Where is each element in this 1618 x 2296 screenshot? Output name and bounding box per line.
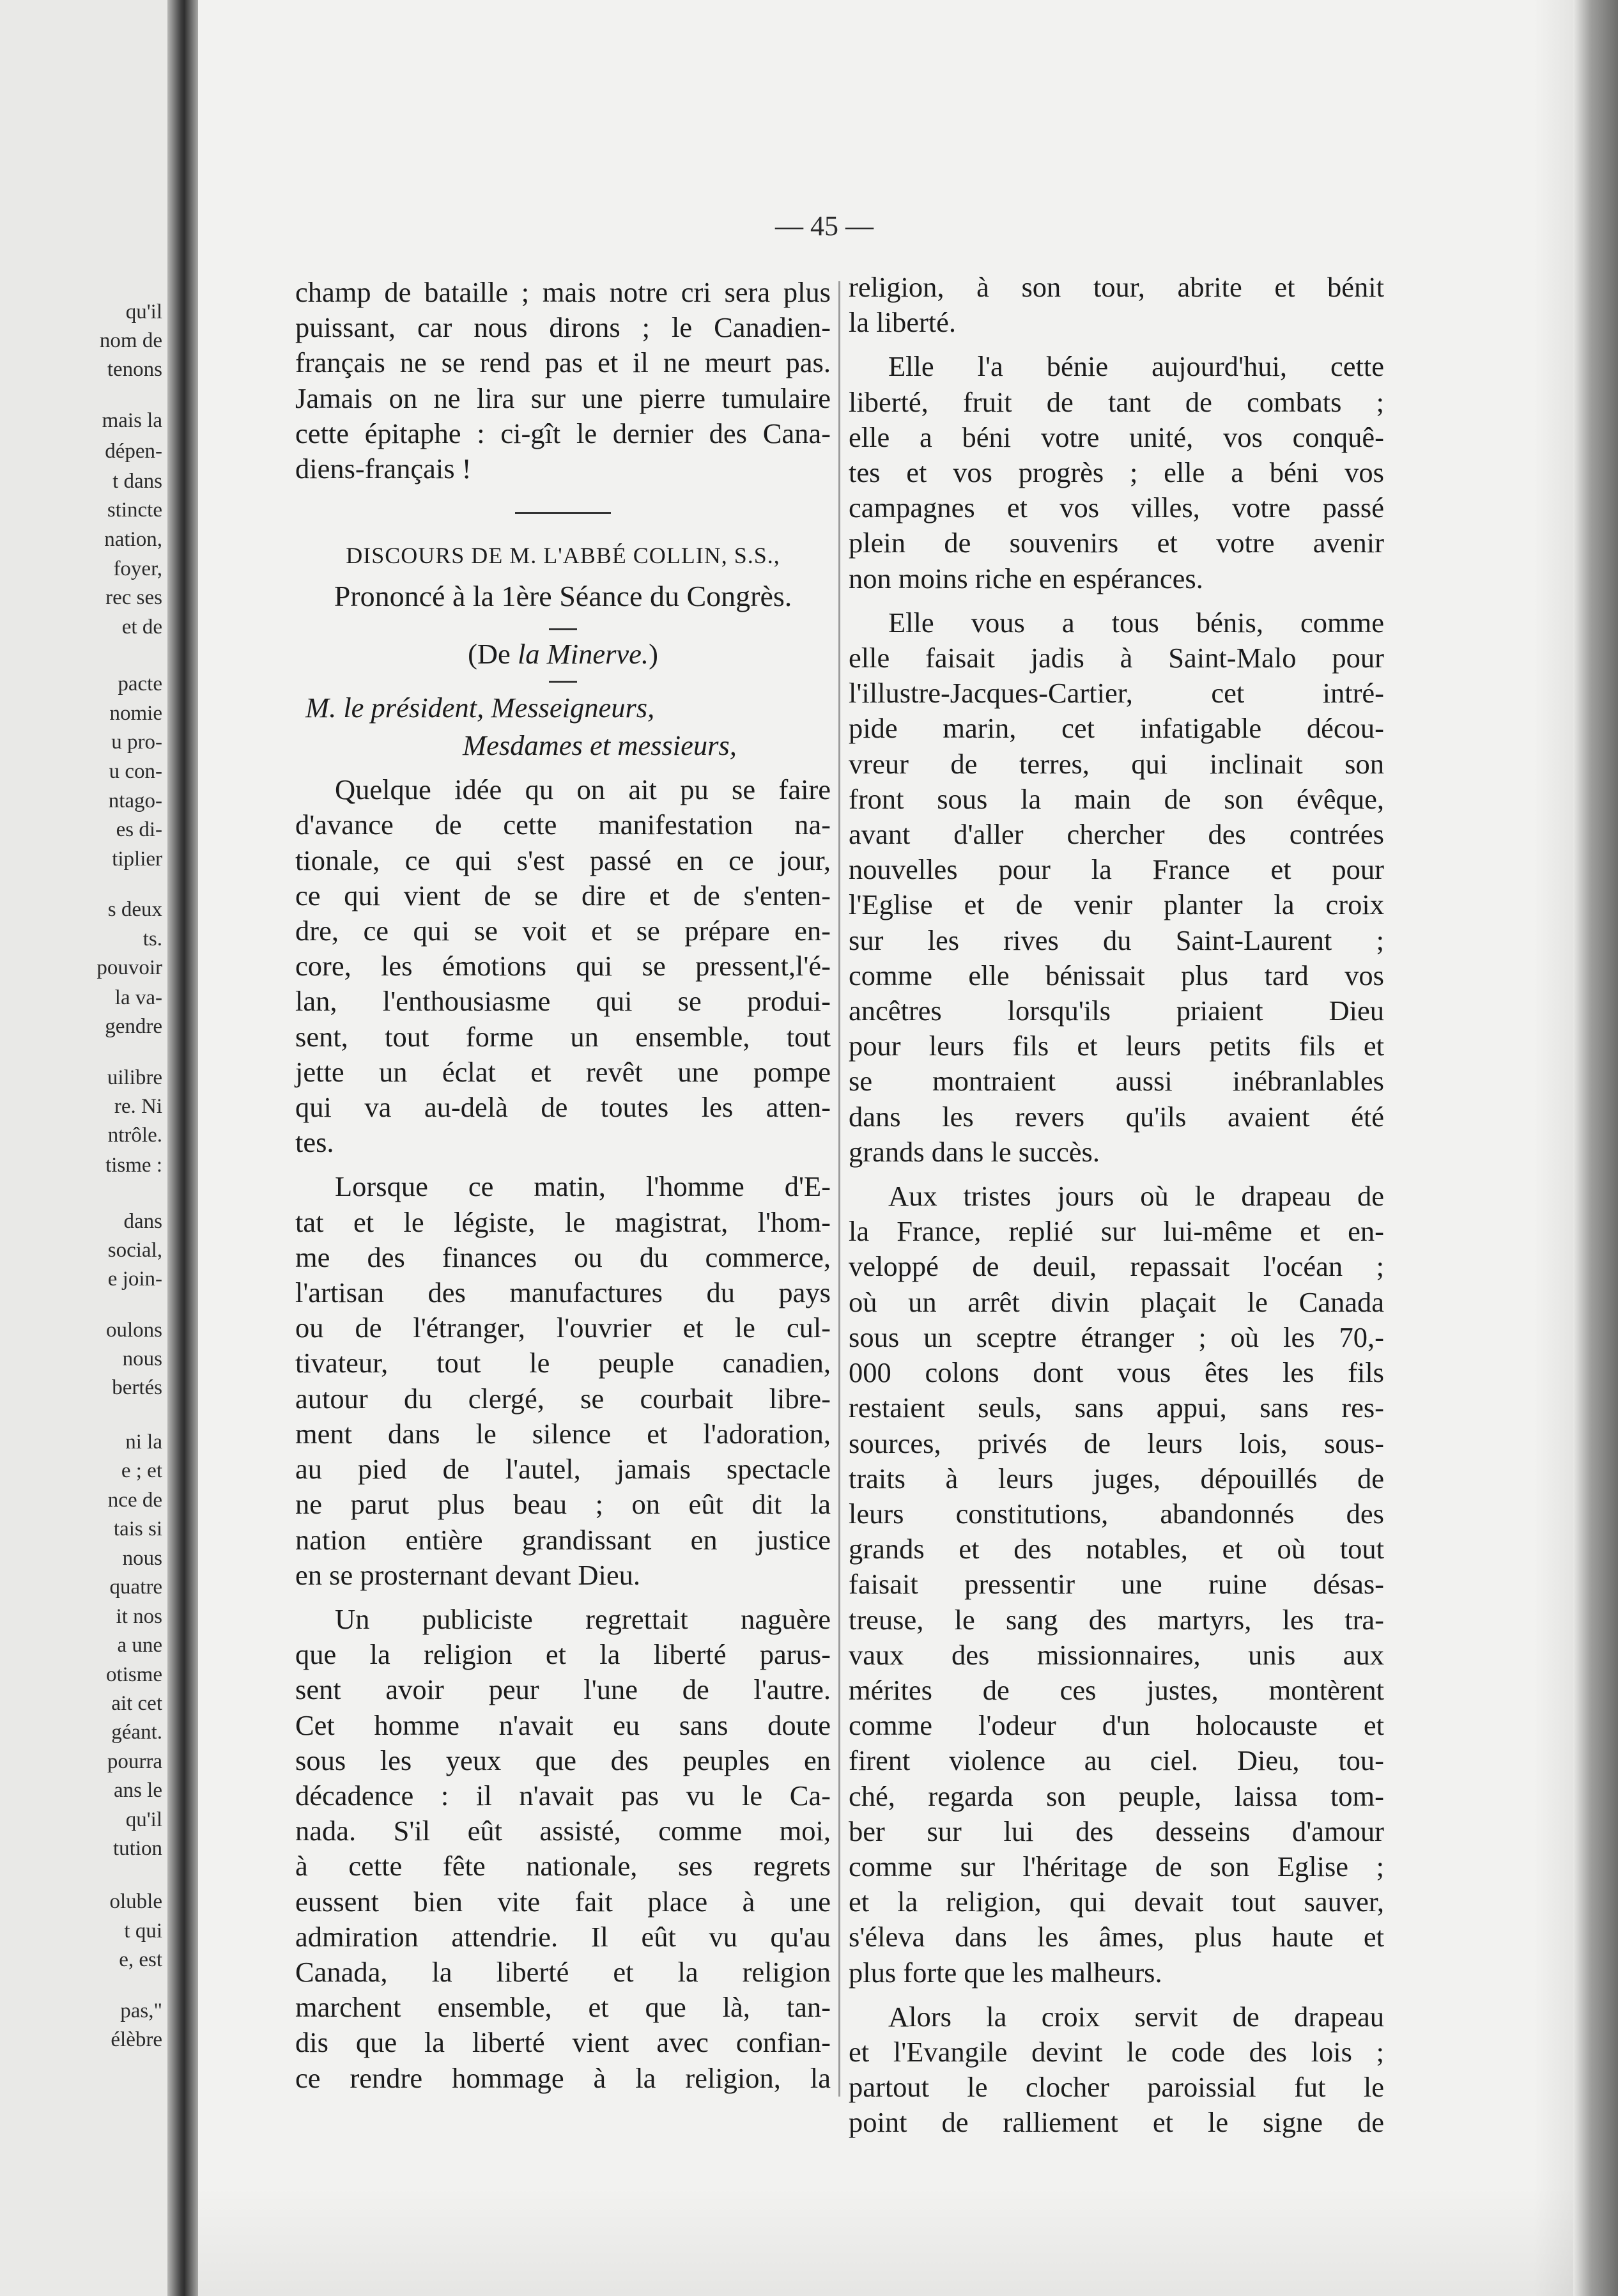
previous-page-text-fragment: oulons xyxy=(105,1319,162,1342)
previous-page-text-fragment: tenons xyxy=(107,358,162,381)
previous-page-text-fragment: es di- xyxy=(116,818,162,841)
previous-page-text-fragment: ntrôle. xyxy=(107,1124,162,1147)
text-line: nouvelles pour la France et pour xyxy=(849,853,1384,886)
text-line: eussent bien vite fait place à une xyxy=(295,1885,831,1918)
text-line: au pied de l'autel, jamais spectacle xyxy=(295,1453,831,1485)
previous-page-text-fragment: t dans xyxy=(112,470,162,493)
text-line: admiration attendrie. Il eût vu qu'au xyxy=(295,1920,831,1953)
text-line: tionale, ce qui s'est passé en ce jour, xyxy=(295,844,831,876)
text-line: ment dans le silence et l'adoration, xyxy=(295,1417,831,1450)
text-line: me des finances ou du commerce, xyxy=(295,1241,831,1273)
text-line: sur les rives du Saint-Laurent ; xyxy=(849,924,1384,956)
text-line: partout le clocher paroissial fut le xyxy=(849,2071,1384,2104)
previous-page-text-fragment: tisme : xyxy=(105,1154,162,1177)
text-line: point de ralliement et le signe de xyxy=(849,2106,1384,2139)
text-line: Quelque idée qu on ait pu se faire xyxy=(335,773,831,806)
text-line: marchent ensemble, et que là, tan- xyxy=(295,1991,831,2024)
text-line: se montraient aussi inébranlables xyxy=(849,1065,1384,1098)
text-line: plein de souvenirs et votre avenir xyxy=(849,527,1384,559)
previous-page-text-fragment: stincte xyxy=(107,499,162,522)
opening-paragraph xyxy=(295,275,831,486)
previous-page-text-fragment: nation, xyxy=(104,528,162,551)
text-line: traits à leurs juges, dépouillés de xyxy=(849,1462,1384,1494)
text-line: autour du clergé, se courbait libre- xyxy=(295,1382,831,1415)
previous-page-text-fragment: qu'il xyxy=(125,1808,162,1831)
text-line: comme l'odeur d'un holocauste et xyxy=(849,1709,1384,1742)
text-line: lan, l'enthousiasme qui se produi- xyxy=(295,985,831,1018)
text-line: ancêtres lorsqu'ils priaient Dieu xyxy=(849,995,1384,1027)
column-divider xyxy=(838,281,840,2097)
speech-subheading: Prononcé à la 1ère Séance du Congrès. xyxy=(334,580,792,613)
text-line: que la religion et la liberté parus- xyxy=(295,1638,831,1671)
previous-page-text-fragment: mais la xyxy=(102,409,162,432)
previous-page-text-fragment: et de xyxy=(121,616,162,639)
paragraph xyxy=(849,270,1384,340)
text-line: comme sur l'héritage de son Eglise ; xyxy=(849,1850,1384,1882)
text-line: core, les émotions qui se pressent,l'é- xyxy=(295,950,831,982)
previous-page-text-fragment: gendre xyxy=(105,1015,162,1038)
text-line: la liberté. xyxy=(849,306,957,339)
paragraph xyxy=(295,1169,831,1592)
text-line: qui va au-delà de toutes les atten- xyxy=(295,1091,831,1124)
text-line: l'illustre-Jacques-Cartier, cet intré- xyxy=(849,677,1384,710)
text-line: faisait pressentir une ruine désas- xyxy=(849,1568,1384,1601)
source-suffix: ) xyxy=(649,637,658,670)
text-line: en se prosternant devant Dieu. xyxy=(295,1558,640,1591)
previous-page-text-fragment: e, est xyxy=(119,1948,162,1971)
text-line: la France, replié sur lui-même et en- xyxy=(849,1215,1384,1248)
text-line: dre, ce qui se voit et se prépare en- xyxy=(295,915,831,947)
previous-page-text-fragment: otisme xyxy=(106,1663,162,1686)
paragraph xyxy=(295,772,831,1160)
previous-page-text-fragment: élèbre xyxy=(111,2028,162,2051)
text-line: nation entière grandissant en justice xyxy=(295,1523,831,1556)
previous-page-text-fragment: ntago- xyxy=(108,789,162,812)
text-line: l'Eglise et de venir planter la croix xyxy=(849,888,1384,921)
salutation-line-2: Mesdames et messieurs, xyxy=(463,729,737,762)
text-line: front sous la main de son évêque, xyxy=(849,782,1384,815)
text-line: diens-français ! xyxy=(295,453,472,485)
text-line: tes. xyxy=(295,1126,334,1159)
text-line: dans les revers qu'ils avaient été xyxy=(849,1100,1384,1133)
previous-page-text-fragment: ts. xyxy=(143,927,162,950)
text-line: l'artisan des manufactures du pays xyxy=(295,1276,831,1309)
text-line: grands et des notables, et où tout xyxy=(849,1533,1384,1565)
previous-page-text-fragment: nous xyxy=(122,1347,162,1370)
previous-page-text-fragment: re. Ni xyxy=(114,1095,162,1118)
text-line: nada. S'il eût assisté, comme moi, xyxy=(295,1815,831,1847)
text-line: pide marin, cet infatigable décou- xyxy=(849,712,1384,745)
previous-page-text-fragment: nce de xyxy=(107,1489,162,1512)
previous-page-text-fragment: dépen- xyxy=(105,440,162,463)
text-line: pour leurs fils et leurs petits fils et xyxy=(849,1030,1384,1062)
previous-page-text-fragment: nous xyxy=(122,1547,162,1570)
previous-page-text-fragment: rec ses xyxy=(105,586,162,609)
previous-page-text-fragment: géant. xyxy=(111,1721,162,1744)
text-line: non moins riche en espérances. xyxy=(849,562,1203,594)
previous-page-text-fragment: nomie xyxy=(109,702,162,725)
text-line: plus forte que les malheurs. xyxy=(849,1956,1162,1989)
text-line: Aux tristes jours où le drapeau de xyxy=(888,1180,1384,1213)
previous-page-text-fragment: la va- xyxy=(114,986,162,1009)
text-line: ou de l'étranger, l'ouvrier et le cul- xyxy=(295,1312,831,1344)
text-line: sous un sceptre étranger ; où les 70,- xyxy=(849,1321,1384,1353)
text-line: veloppé de deuil, repassait l'océan ; xyxy=(849,1250,1384,1283)
previous-page-text-fragment: tais si xyxy=(113,1517,162,1540)
text-line: campagnes et vos villes, votre passé xyxy=(849,492,1384,524)
text-line: ce rendre hommage à la religion, la xyxy=(295,2061,831,2094)
previous-page-text-fragment: tution xyxy=(112,1837,162,1860)
page-right-edge xyxy=(1573,0,1618,2296)
text-line: ber sur lui des desseins d'amour xyxy=(849,1815,1384,1847)
text-line: ne parut plus beau ; on eût dit la xyxy=(295,1488,831,1521)
paragraph xyxy=(849,349,1384,596)
text-line: leurs constitutions, abandonnés des xyxy=(849,1497,1384,1530)
text-line: tes et vos progrès ; elle a béni vos xyxy=(849,456,1384,489)
text-line: sources, privés de leurs lois, sous- xyxy=(849,1427,1384,1459)
previous-page-text-fragment: nom de xyxy=(99,329,162,352)
previous-page-text-fragment: a une xyxy=(117,1634,162,1657)
text-line: elle faisait jadis à Saint-Malo pour xyxy=(849,642,1384,674)
paragraph xyxy=(849,1999,1384,2141)
text-line: restaient seuls, sans appui, sans res- xyxy=(849,1392,1384,1424)
text-line: ce qui vient de se dire et de s'enten- xyxy=(295,879,831,911)
previous-page-text-fragment: s deux xyxy=(107,898,162,921)
previous-page-text-fragment: pas," xyxy=(120,1999,162,2022)
previous-page-text-fragment: bertés xyxy=(112,1376,162,1399)
text-line: cette épitaphe : ci-gît le dernier des Cana- xyxy=(295,417,831,449)
previous-page-text-fragment: ait cet xyxy=(111,1692,162,1715)
text-line: 000 colons dont vous êtes les fils xyxy=(849,1356,1384,1389)
salutation-line-1: M. le président, Messeigneurs, xyxy=(305,691,655,724)
text-line: Lorsque ce matin, l'homme d'E- xyxy=(335,1170,831,1203)
text-line: sous les yeux que des peuples en xyxy=(295,1744,831,1776)
text-line: sent, tout forme un ensemble, tout xyxy=(295,1020,831,1053)
text-line: Cet homme n'avait eu sans doute xyxy=(295,1709,831,1741)
text-line: liberté, fruit de tant de combats ; xyxy=(849,385,1384,418)
text-line: et l'Evangile devint le code des lois ; xyxy=(849,2035,1384,2068)
short-rule-2 xyxy=(549,681,577,683)
text-line: vaux des missionnaires, unis aux xyxy=(849,1638,1384,1671)
text-line: vreur de terres, qui inclinait son xyxy=(849,747,1384,780)
previous-page-text-fragment: quatre xyxy=(109,1576,162,1599)
text-line: Elle vous a tous bénis, comme xyxy=(888,606,1384,639)
text-line: grands dans le succès. xyxy=(849,1135,1100,1168)
text-line: Alors la croix servit de drapeau xyxy=(888,2000,1384,2033)
left-column xyxy=(295,275,831,2096)
text-line: décadence : il n'avait pas vu le Ca- xyxy=(295,1779,831,1811)
paragraph xyxy=(295,1602,831,2096)
previous-page-text-fragment: pouvoir xyxy=(96,956,162,979)
source-attribution xyxy=(295,637,831,672)
text-line: comme elle bénissait plus tard vos xyxy=(849,959,1384,991)
text-line: Un publiciste regrettait naguère xyxy=(335,1602,831,1635)
previous-page-edge xyxy=(0,0,167,2296)
previous-page-text-fragment: oluble xyxy=(109,1890,162,1913)
previous-page-text-fragment: uilibre xyxy=(107,1066,162,1089)
previous-page-text-fragment: t qui xyxy=(124,1920,162,1943)
previous-page-text-fragment: u pro- xyxy=(111,731,162,754)
text-line: treuse, le sang des martyrs, les tra- xyxy=(849,1603,1384,1636)
text-line: et la religion, qui devait tout sauver, xyxy=(849,1886,1384,1918)
text-line: puissant, car nous dirons ; le Canadien- xyxy=(295,311,831,344)
text-line: avant d'aller chercher des contrées xyxy=(849,818,1384,851)
right-column xyxy=(849,270,1384,2141)
book-gutter xyxy=(167,0,198,2296)
text-line: ché, regarda son peuple, laissa tom- xyxy=(849,1780,1384,1812)
text-line: Jamais on ne lira sur une pierre tumulaire xyxy=(295,382,831,414)
previous-page-text-fragment: it nos xyxy=(116,1605,162,1628)
text-line: à cette fête nationale, ses regrets xyxy=(295,1850,831,1882)
text-line: jette un éclat et revêt une pompe xyxy=(295,1055,831,1088)
previous-page-text-fragment: pourra xyxy=(107,1750,162,1773)
paragraph xyxy=(849,605,1384,1170)
previous-page-text-fragment: dans xyxy=(123,1210,162,1233)
text-line: français ne se rend pas et il ne meurt pas. xyxy=(295,346,831,379)
text-line: d'avance de cette manifestation na- xyxy=(295,809,831,841)
previous-page-text-fragment: foyer, xyxy=(113,557,162,580)
speech-heading: DISCOURS DE M. L'ABBÉ COLLIN, S.S., xyxy=(346,543,780,569)
text-line: elle a béni votre unité, vos conquê- xyxy=(849,421,1384,453)
text-line: Elle l'a bénie aujourd'hui, cette xyxy=(888,350,1384,383)
section-rule xyxy=(515,512,611,514)
text-line: mérites de ces justes, montèrent xyxy=(849,1673,1384,1706)
previous-page-text-fragment: ni la xyxy=(125,1431,162,1454)
previous-page-text-fragment: qu'il xyxy=(125,300,162,323)
text-line: firent violence au ciel. Dieu, tou- xyxy=(849,1744,1384,1777)
short-rule xyxy=(549,628,577,630)
previous-page-text-fragment: ans le xyxy=(113,1779,162,1802)
text-line: champ de bataille ; mais notre cri sera plus xyxy=(295,276,831,308)
previous-page-text-fragment: u con- xyxy=(109,760,162,783)
text-line: où un arrêt divin plaçait le Canada xyxy=(849,1285,1384,1318)
previous-page-text-fragment: tiplier xyxy=(112,848,162,871)
source-prefix: (De xyxy=(468,637,518,670)
text-line: Canada, la liberté et la religion xyxy=(295,1955,831,1988)
text-line: s'éleva dans les âmes, plus haute et xyxy=(849,1921,1384,1953)
page-bottom-shade xyxy=(198,2186,1573,2296)
page-number: — 45 — xyxy=(775,210,874,242)
paragraph xyxy=(849,1179,1384,1990)
previous-page-text-fragment: social, xyxy=(107,1239,162,1262)
previous-page-text-fragment: e join- xyxy=(107,1268,162,1291)
text-line: religion, à son tour, abrite et bénit xyxy=(849,271,1384,303)
source-journal: la Minerve. xyxy=(517,637,649,670)
previous-page-text-fragment: pacte xyxy=(118,672,162,695)
text-line: dis que la liberté vient avec confian- xyxy=(295,2026,831,2059)
text-line: tivateur, tout le peuple canadien, xyxy=(295,1347,831,1379)
previous-page-text-fragment: e ; et xyxy=(121,1459,162,1482)
text-line: tat et le légiste, le magistrat, l'hom- xyxy=(295,1206,831,1238)
text-line: sent avoir peur l'une de l'autre. xyxy=(295,1673,831,1706)
